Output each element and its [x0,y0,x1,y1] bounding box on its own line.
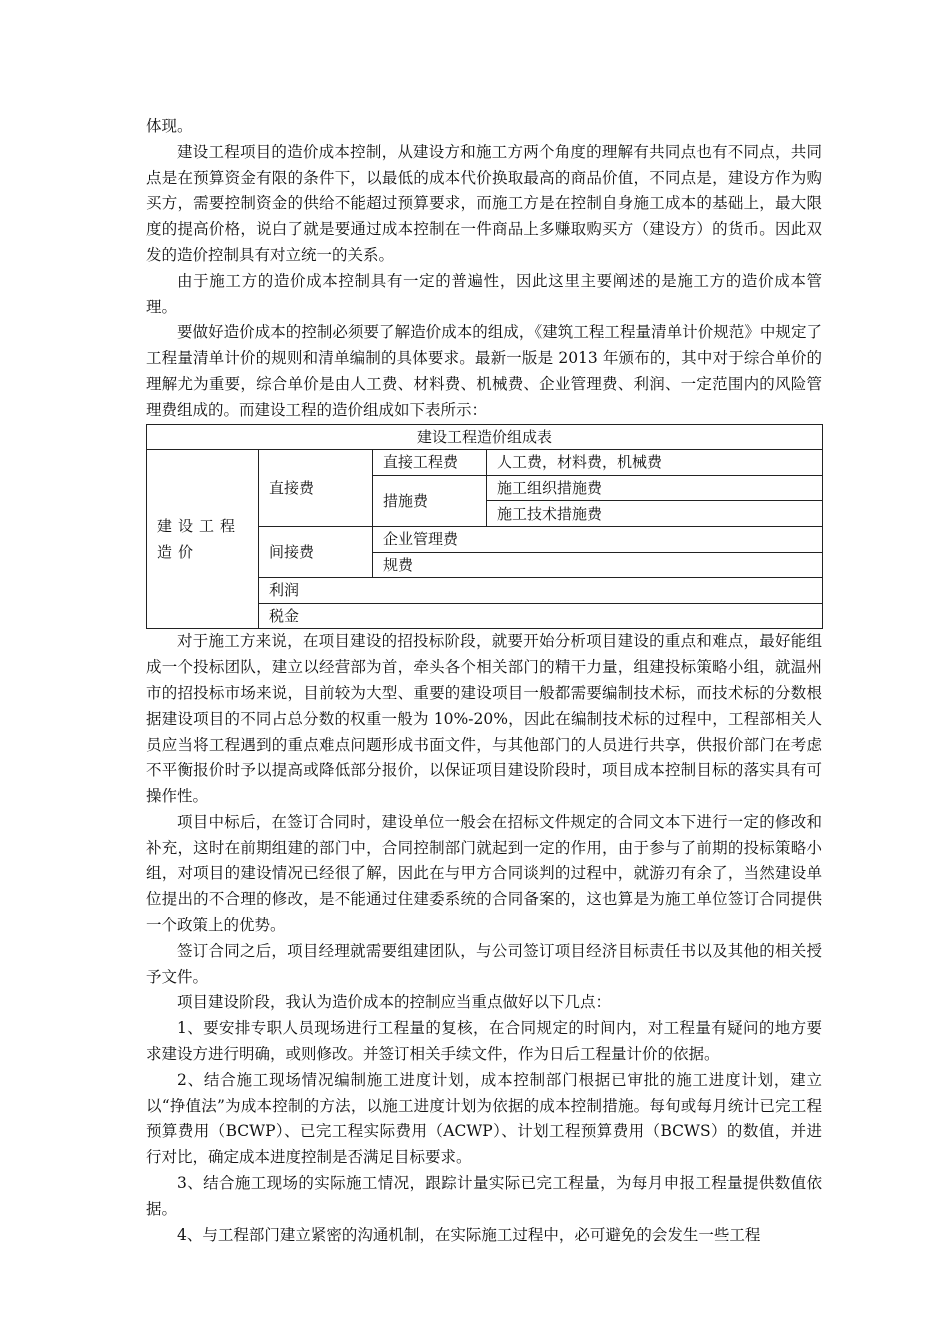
paragraph: 体现。 [146,117,193,135]
table-cell-direct-eng: 直接工程费 [373,450,487,476]
table-cell-mgmt: 企业管理费 [373,526,823,552]
cost-composition-table [146,424,823,630]
paragraph: 4、与工程部门建立紧密的沟通机制，在实际施工过程中，必可避免的会发生一些工程 [177,1225,761,1244]
paragraph: 建设工程项目的造价成本控制，从建设方和施工方两个角度的理解有共同点也有不同点，共同点是在预算资金有限的条件下，以最低的成本代价换取最高的商品价值，不同点是，建设方作为购买方，需要控制资金的供给不能超过预算要求，而施工方是在控制自身施工成本的基础上，最大限度的提高价格，说白了就是要通过成本控制在一件商品上多赚取购买方（建设方）的货币。因此双发的造价控制具有对立统一的关系。 [146,142,822,264]
table-title: 建设工程造价组成表 [147,424,823,450]
paragraph: 3、结合施工现场的实际施工情况，跟踪计量实际已完工程量，为每月申报工程量提供数值依据。 [146,1174,822,1218]
table-cell-tax: 税金 [259,603,823,629]
paragraph: 项目中标后，在签订合同时，建设单位一般会在招标文件规定的合同文本下进行一定的修改和补充，这时在前期组建的部门中，合同控制部门就起到一定的作用，由于参与了前期的投标策略小组，对项目的建设情况已经很了解，因此在与甲方合同谈判的过程中，就游刃有余了，当然建设单位提出的不合理的修改，是不能通过住建委系统的合同备案的，这也算是为施工单位签订合同提供一个政策上的优势。 [146,812,822,935]
table-cell-measure-org: 施工组织措施费 [487,475,823,501]
paragraph: 签订合同之后，项目经理就需要组建团队，与公司签订项目经济目标责任书以及其他的相关授予文件。 [146,941,822,986]
table-cell-profit: 利润 [259,578,823,604]
paragraph: 项目建设阶段，我认为造价成本的控制应当重点做好以下几点： [177,993,612,1012]
table-cell-direct: 直接费 [259,450,373,527]
table-cell-indirect: 间接费 [259,526,373,577]
table-cell-fees: 规费 [373,552,823,578]
table-root-cell: 建设工程造价 [147,450,259,629]
paragraph: 对于施工方来说，在项目建设的招投标阶段，就要开始分析项目建设的重点和难点，最好能组成一个投标团队，建立以经营部为首，牵头各个相关部门的精干力量，组建投标策略小组，就温州市的招投标市场来说，目前较为大型、重要的建设项目一般都需要编制技术标，而技术标的分数根据建设项目的不同占总分数的权重一般为 10%-20%，因此在编制技术标的过程中，工程部相关人员应当将工程遇到的重点难点问题形成书面文件，与其他部门的人员进行共享，供报价部门在考虑不平衡报价时予以提高或降低部分报价，以保证项目建设阶段时，项目成本控制目标的落实具有可操作性。 [146,632,822,806]
paragraph: 2、结合施工现场情况编制施工进度计划，成本控制部门根据已审批的施工进度计划，建立以“挣值法”为成本控制的方法，以施工进度计划为依据的成本控制措施。每旬或每月统计已完工程预算费用（BCWP）、已完工程实际费用（ACWP）、计划工程预算费用（BCWS）的数值，并进行对比，确定成本进度控制是否满足目标要求。 [146,1070,822,1167]
table-cell-measures: 措施费 [373,475,487,526]
paragraph: 由于施工方的造价成本控制具有一定的普遍性，因此这里主要阐述的是施工方的造价成本管理。 [146,271,822,316]
paragraph: 1、要安排专职人员现场进行工程量的复核，在合同规定的时间内，对工程量有疑问的地方要求建设方进行明确，或则修改。并签订相关手续文件，作为日后工程量计价的依据。 [146,1019,822,1064]
document-page [146,114,822,1248]
table-cell-measure-tech: 施工技术措施费 [487,501,823,527]
paragraph: 要做好造价成本的控制必须要了解造价成本的组成，《建筑工程工程量清单计价规范》中规定了工程量清单计价的规则和清单编制的具体要求。最新一版是 2013 年颁布的，其中对于综合单价的理解尤为重要，综合单价是由人工费、材料费、机械费、企业管理费、利润、一定范围内的风险管理费组成的。而建设工程的造价组成如下表所示： [146,323,822,419]
table-cell-direct-eng-items: 人工费，材料费，机械费 [487,450,823,476]
